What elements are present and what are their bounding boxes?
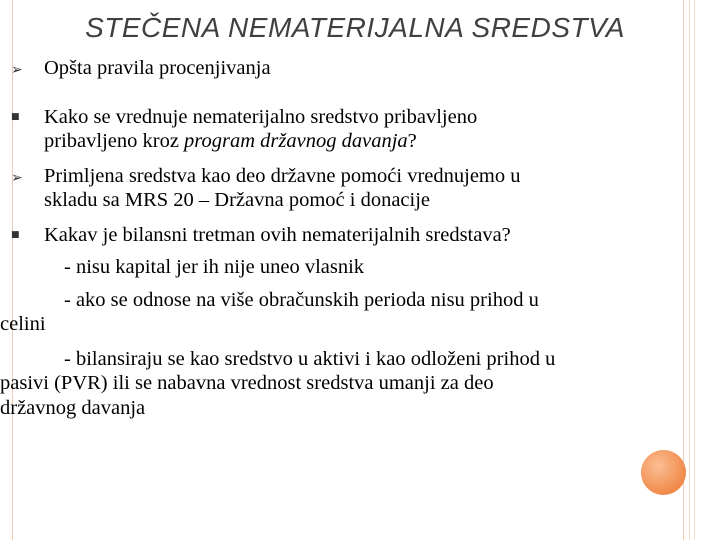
dash-item-3-line-1: - bilansiraju se kao sredstvo u aktivi i kao odloženi prihod u: [64, 347, 556, 370]
dash-item-2-line-1: - ako se odnose na više obračunskih perioda nisu prihod u: [64, 288, 539, 311]
arrow-bullet-icon: ➢: [11, 169, 23, 186]
slide-title: STEČENA NEMATERIJALNA SREDSTVA: [85, 12, 625, 43]
dash-item-3-line-3: državnog davanja: [0, 396, 146, 419]
question-2: [11, 223, 694, 248]
question-2-line-1: Kakav je bilansni tretman ovih nematerijalnih sredstava?: [44, 223, 511, 246]
question-1: [11, 105, 694, 154]
answer-1: [11, 164, 694, 213]
dash-item-2-line-2: celini: [0, 313, 46, 335]
question-1-line-2: [44, 130, 417, 152]
dash-item-3-line-2: pasivi (PVR) ili se nabavna vrednost sredstva umanji za deo: [0, 372, 494, 394]
dash-item-3: [0, 347, 694, 421]
decorative-circle-icon: [641, 450, 686, 495]
heading-text: Opšta pravila procenjivanja: [44, 57, 271, 79]
heading-item: [11, 56, 694, 81]
dash-item-1: - nisu kapital jer ih nije uneo vlasnik: [64, 256, 365, 278]
answer-1-line-1: Primljena sredstva kao deo državne pomoći vrednujemo u: [44, 164, 521, 187]
frame-line-right-3: [694, 0, 695, 540]
question-1-emphasis: program državnog davanja: [184, 130, 408, 152]
square-bullet-icon: ■: [11, 229, 20, 240]
slide-body: [0, 52, 694, 420]
question-1-line-1: Kako se vrednuje nematerijalno sredstvo pribavljeno: [44, 105, 478, 128]
dash-item-2: [0, 288, 694, 337]
answer-1-line-2: skladu sa MRS 20 – Državna pomoć i donacije: [44, 189, 431, 211]
arrow-bullet-icon: ➢: [11, 62, 23, 78]
question-1-mark: ?: [407, 130, 417, 152]
square-bullet-icon: ■: [11, 111, 20, 122]
question-1-text: pribavljeno kroz: [44, 130, 185, 152]
